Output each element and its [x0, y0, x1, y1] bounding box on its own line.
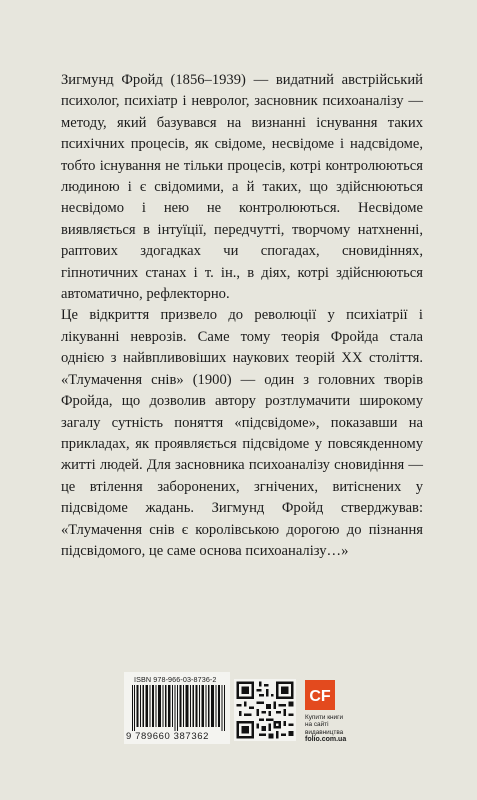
qr-code-icon [234, 679, 296, 741]
description-paragraph-2: Це відкриття призвело до революції у психіатрії і лікуванні неврозів. Саме тому теорія Фройда стала однією з найвпливовіших наукових теорій ХХ століття. «Тлумачення снів» (1900) — один з головних творів Фройда, що дозволив автору розтлумачити широкому загалу сутність поняття «підсвідоме», показавши на прикладах, як проявляється підсвідоме у повсякденному житті людей. Для засновника психоаналізу сновидіння — це втілення заборонених, згнічених, витіснених у підсвідоме жадань. Зигмунд Фройд стверджував: «Тлумачення снів є королівською дорогою до пізнання підсвідомого, це саме основа психоаналізу…» [61, 307, 423, 559]
promo-line-2: на сайті [305, 721, 329, 729]
promo-line-3: видавництва [305, 728, 344, 736]
cf-logo-icon [305, 680, 335, 710]
logo-letters: CF [309, 688, 331, 705]
isbn-text: ISBN 978-966-03-8736-2 [134, 675, 217, 684]
imprint-area [124, 672, 364, 744]
publisher-promo [305, 714, 365, 744]
book-description [61, 70, 423, 562]
description-paragraph-1: Зигмунд Фройд (1856–1939) — видатний австрійський психолог, психіатр і невролог, засновник психоаналізу — методу, який базувався на визнанні існування таких психічних процесів, як свідоме, несвідоме і надсвідоме, тобто існування не тільки процесів, котрі контролюються людиною і є свідомими, а й таких, що здійснюються несвідомо і нею не контролюються. Несвідоме виявляється в інтуїції, передчутті, творчому натхненні, раптових здогадках чи спогадах, сновидіннях, гіпнотичних станах і т. ін., в діях, котрі здійснюються автоматично, рефлекторно. [61, 72, 423, 303]
barcode-icon [132, 685, 226, 731]
publisher-site: folio.com.ua [305, 736, 347, 744]
barcode-number: 9 789660 387362 [126, 731, 209, 742]
promo-line-1: Купити книги [305, 714, 344, 721]
publisher-logo [305, 680, 335, 710]
barcode-block [124, 672, 230, 744]
